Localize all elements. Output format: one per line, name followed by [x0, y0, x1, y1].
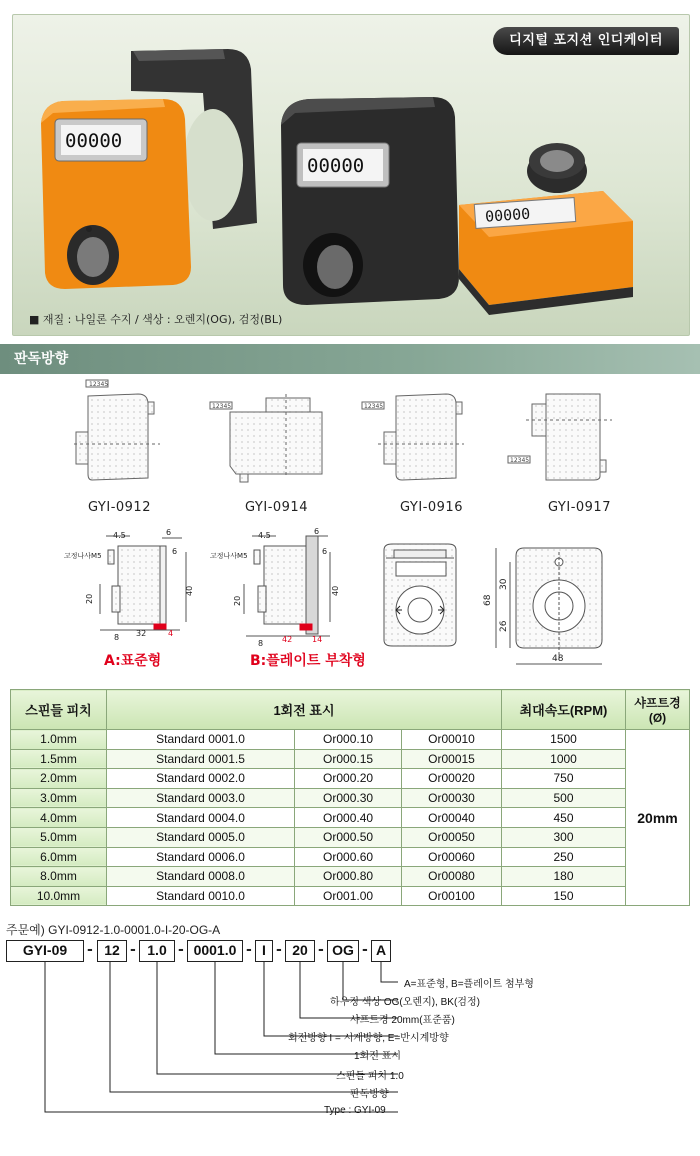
- cell-std: Standard 0001.5: [107, 749, 295, 769]
- isometric-view: [384, 544, 456, 646]
- cell-std: Standard 0004.0: [107, 808, 295, 828]
- cell-rpm: 450: [502, 808, 626, 828]
- table-row: [11, 867, 690, 887]
- cell-or1: Or000.80: [295, 867, 402, 887]
- screw-label-b: 고정나사M5: [210, 552, 248, 560]
- code-direction: 12: [97, 940, 127, 962]
- dim-label: 4: [168, 629, 174, 638]
- table-row: [11, 847, 690, 867]
- cell-or1: Or000.10: [295, 730, 402, 750]
- cell-or2: Or00100: [402, 886, 502, 906]
- view-1-tag: 12345: [89, 381, 109, 388]
- cell-pitch: 2.0mm: [11, 769, 107, 789]
- front-dimension-view: [496, 548, 602, 664]
- header-display: 1회전 표시: [107, 690, 502, 730]
- cell-std: Standard 0003.0: [107, 788, 295, 808]
- dim-label: 6: [322, 547, 328, 556]
- orange-indicator-flat: [459, 143, 633, 315]
- cell-or2: Or00080: [402, 867, 502, 887]
- table-row: [11, 769, 690, 789]
- cell-std: Standard 0008.0: [107, 867, 295, 887]
- cell-or2: Or00060: [402, 847, 502, 867]
- view-2-tag: 12345: [212, 403, 232, 410]
- reading-direction-header: 판독방향: [0, 344, 700, 374]
- dim-label: 6: [172, 547, 178, 556]
- cell-std: Standard 0010.0: [107, 886, 295, 906]
- cell-or1: Or000.15: [295, 749, 402, 769]
- counter-2: 00000: [307, 155, 365, 177]
- cell-or1: Or000.50: [295, 827, 402, 847]
- model-label-0917: GYI-0917: [548, 500, 611, 515]
- dim-label: 30: [499, 578, 509, 590]
- code-type: GYI-09: [6, 940, 84, 962]
- cell-pitch: 10.0mm: [11, 886, 107, 906]
- cell-std: Standard 0001.0: [107, 730, 295, 750]
- code-color: OG: [327, 940, 359, 962]
- cell-or1: Or000.40: [295, 808, 402, 828]
- model-label-0914: GYI-0914: [245, 500, 308, 515]
- desc-mount: A=표준형, B=플레이트 첨부형: [404, 979, 534, 990]
- view-gyi-0917: [508, 394, 612, 480]
- order-example: 주문예) GYI-0912-1.0-0001.0-I-20-OG-A: [6, 923, 221, 937]
- product-illustration: [13, 15, 690, 336]
- view-3-tag: 12345: [364, 403, 384, 410]
- dimension-drawing-b: [244, 536, 330, 636]
- cell-shaft: 20mm: [626, 730, 690, 906]
- cell-rpm: 180: [502, 867, 626, 887]
- cell-std: Standard 0006.0: [107, 847, 295, 867]
- cell-pitch: 1.0mm: [11, 730, 107, 750]
- dim-label: 14: [312, 635, 323, 644]
- desc-direction: 판독방향: [350, 1089, 389, 1100]
- cell-rpm: 150: [502, 886, 626, 906]
- header-speed: 최대속도(RPM): [502, 690, 626, 730]
- header-pitch: 스핀들 피치: [11, 690, 107, 730]
- order-code: GYI-09 - 12 - 1.0 - 0001.0 - I - 20 - OG - A: [6, 940, 386, 962]
- code-pitch: 1.0: [139, 940, 175, 962]
- dim-label: 42: [282, 635, 293, 644]
- cell-or1: Or000.60: [295, 847, 402, 867]
- dim-label: 4.5: [258, 531, 271, 540]
- desc-display: 1회전 표시: [354, 1051, 401, 1062]
- cell-pitch: 6.0mm: [11, 847, 107, 867]
- desc-rotation: 회전방향 I = 시계방향, E=반시계방향: [288, 1033, 449, 1044]
- orange-indicator-with-plate: [41, 49, 257, 289]
- code-rotation: I: [255, 940, 273, 962]
- drawings-area: [0, 374, 700, 690]
- dim-label: 40: [331, 585, 340, 596]
- type-a-label: A:표준형: [104, 653, 162, 669]
- cell-or1: Or001.00: [295, 886, 402, 906]
- product-title-badge: 디지털 포지션 인디케이터: [493, 27, 679, 55]
- cell-or1: Or000.30: [295, 788, 402, 808]
- cell-or1: Or000.20: [295, 769, 402, 789]
- dim-label: 4.5: [113, 531, 126, 540]
- view-4-tag: 12345: [510, 457, 530, 464]
- desc-shaft: 샤프트경 20mm(표준품): [350, 1015, 455, 1026]
- cell-or2: Or00010: [402, 730, 502, 750]
- code-display: 0001.0: [187, 940, 243, 962]
- table-row: [11, 808, 690, 828]
- screw-label-a: 고정나사M5: [64, 552, 102, 560]
- counter-3: 00000: [484, 204, 531, 226]
- view-gyi-0912: [74, 380, 160, 480]
- desc-color: 하우징 색상 OG(오렌지), BK(검정): [330, 997, 480, 1008]
- model-label-0912: GYI-0912: [88, 500, 151, 515]
- material-caption: ■ 재질 : 나일론 수지 / 색상 : 오렌지(OG), 검정(BL): [29, 313, 283, 326]
- cell-pitch: 8.0mm: [11, 867, 107, 887]
- table-row: [11, 886, 690, 906]
- cell-rpm: 500: [502, 788, 626, 808]
- code-mount: A: [371, 940, 391, 962]
- cell-or2: Or00030: [402, 788, 502, 808]
- table-row: [11, 749, 690, 769]
- dim-label: 20: [233, 595, 242, 606]
- desc-pitch: 스핀들 피치 1.0: [336, 1071, 404, 1082]
- type-b-label: B:플레이트 부착형: [250, 653, 366, 669]
- black-indicator: [281, 97, 459, 305]
- cell-pitch: 3.0mm: [11, 788, 107, 808]
- cell-std: Standard 0002.0: [107, 769, 295, 789]
- header-shaft: 샤프트경 (Ø): [626, 690, 690, 730]
- table-row: [11, 827, 690, 847]
- dim-label: 32: [136, 629, 147, 638]
- model-label-0916: GYI-0916: [400, 500, 463, 515]
- dim-label: 48: [552, 654, 564, 664]
- product-photo: [12, 14, 690, 336]
- code-shaft: 20: [285, 940, 315, 962]
- dim-label: 8: [114, 633, 120, 642]
- cell-rpm: 1000: [502, 749, 626, 769]
- cell-pitch: 1.5mm: [11, 749, 107, 769]
- spec-table: [10, 689, 690, 906]
- dim-label: 40: [185, 585, 194, 596]
- dim-label: 8: [258, 639, 264, 648]
- dim-label: 26: [499, 620, 509, 632]
- cell-rpm: 1500: [502, 730, 626, 750]
- table-row: [11, 730, 690, 750]
- cell-or2: Or00015: [402, 749, 502, 769]
- cell-rpm: 250: [502, 847, 626, 867]
- cell-std: Standard 0005.0: [107, 827, 295, 847]
- desc-type: Type : GYI-09: [324, 1105, 386, 1116]
- cell-or2: Or00020: [402, 769, 502, 789]
- cell-or2: Or00040: [402, 808, 502, 828]
- dim-label: 6: [166, 528, 172, 537]
- cell-rpm: 300: [502, 827, 626, 847]
- dim-label: 68: [483, 594, 493, 606]
- dim-label: 20: [85, 593, 94, 604]
- cell-or2: Or00050: [402, 827, 502, 847]
- cell-pitch: 4.0mm: [11, 808, 107, 828]
- counter-1: 00000: [65, 130, 123, 152]
- dim-label: 6: [314, 527, 320, 536]
- cell-pitch: 5.0mm: [11, 827, 107, 847]
- table-row: [11, 788, 690, 808]
- orientation-views: [0, 374, 700, 690]
- cell-rpm: 750: [502, 769, 626, 789]
